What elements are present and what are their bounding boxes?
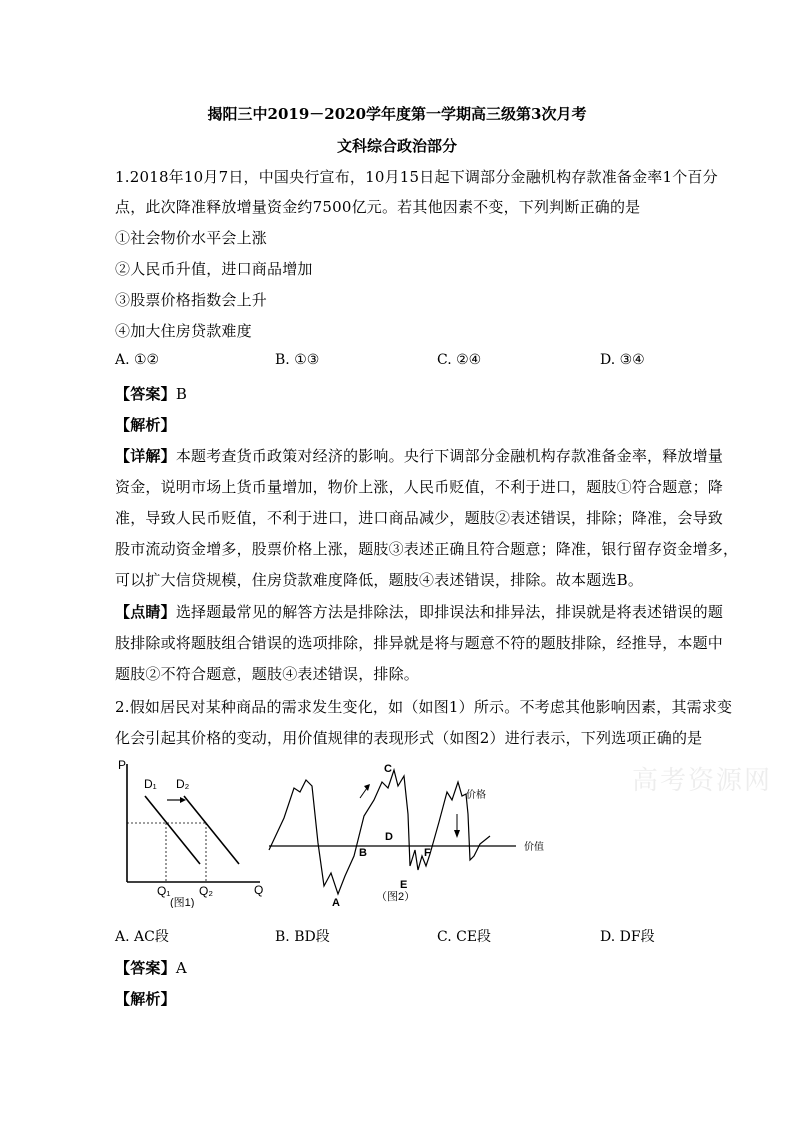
fig2-caption: （图2） [376,891,416,903]
q1-detail-text: 本题考查货币政策对经济的影响。央行下调部分金融机构存款准备金率，释放增量 [175,447,724,465]
fig1-d1-label: D₁ [144,777,157,791]
fig2-value-label: 价值 [524,842,544,853]
q2-option-c: C. CE段 [437,929,492,945]
fig2-point-f: F [424,847,431,859]
q1-option-b: B. ①③ [275,352,320,368]
q2-answer-tag: 【答案】 [115,959,176,977]
fig1-x-label: Q [254,883,264,897]
fig1-caption: (图1) [170,897,195,908]
q1-tip-line3: 题肢②不符合题意，题肢④表述错误，排除。 [115,665,420,683]
fig2-price-label: 价格 [466,790,486,801]
q2-answer-value: A [175,959,187,977]
q1-tip-line1 [115,601,724,622]
q1-detail-line3: 准，导致人民币贬值，不利于进口，进口商品减少，题肢②表述错误，排除；降准，会导致 [115,509,724,527]
section-subtitle: 文科综合政治部分 [336,137,457,155]
q1-option-d: D. ③④ [600,352,645,368]
q1-detail-tag: 【详解】 [115,447,176,465]
q1-option-a: A. ①② [115,352,160,368]
q1-tip-tag: 【点睛】 [115,603,176,621]
fig2-point-a: A [332,897,340,908]
q2-option-a: A. AC段 [115,929,169,945]
fig2-point-c: C [384,763,392,775]
fig1-d2-label: D₂ [176,777,190,791]
q1-tip-line2: 肢排除或将题肢组合错误的选项排除，排异就是将与题意不符的题肢排除，经推导，本题中 [115,634,724,652]
q1-detail-line1 [115,445,724,466]
q1-item-3: ③股票价格指数会上升 [115,291,268,309]
watermark: 高考资源网 [632,766,773,796]
q1-stem-line1: 1.2018年10月7日，中国央行宣布，10月15日起下调部分金融机构存款准备金率1个百分 [115,168,718,186]
fig1-q2-label: Q₂ [199,884,213,898]
exam-title: 揭阳三中2019－2020学年度第一学期高三级第3次月考 [207,105,587,123]
q2-stem-line1: 2.假如居民对某种商品的需求发生变化，如（如图1）所示。不考虑其他影响因素，其需求变 [115,698,733,716]
q1-answer-value: B [175,385,188,403]
q1-item-1: ①社会物价水平会上涨 [115,229,268,247]
fig2-up-arrow [360,788,367,798]
fig2-point-d: D [385,831,393,843]
fig2-down-arrowhead [454,830,460,838]
q2-answer [115,957,685,978]
fig1-y-label: P [118,758,127,772]
figure-1-demand-shift [112,756,272,908]
q2-option-d: D. DF段 [600,929,655,945]
q1-answer-tag: 【答案】 [115,385,176,403]
q2-analysis-tag: 【解析】 [115,990,176,1008]
q1-analysis-tag: 【解析】 [115,416,176,434]
q1-detail-line5: 可以扩大信贷规模，住房贷款难度降低，题肢④表述错误，排除。故本题选B。 [115,571,644,589]
q1-item-4: ④加大住房贷款难度 [115,322,252,340]
q1-answer [115,383,685,404]
fig2-up-arrowhead [364,784,370,791]
q1-item-2: ②人民币升值，进口商品增加 [115,260,313,278]
q1-option-c: C. ②④ [437,352,482,368]
q2-option-b: B. BD段 [275,929,330,945]
q1-detail-line4: 股市流动资金增多，股票价格上涨，题肢③表述正确且符合题意；降准，银行留存资金增多， [115,540,739,558]
q1-stem-line2: 点，此次降准释放增量资金约7500亿元。若其他因素不变，下列判断正确的是 [115,198,641,216]
fig1-q1-label: Q₁ [157,884,171,898]
figure-2-price-value [264,758,554,908]
q1-detail-line2: 资金，说明市场上货币量增加，物价上涨，人民币贬值，不利于进口，题肢①符合题意；降 [115,478,724,496]
q2-stem-line2: 化会引起其价格的变动，用价值规律的表现形式（如图2）进行表示，下列选项正确的是 [115,729,703,747]
fig2-point-b: B [359,847,367,859]
q1-tip-text: 选择题最常见的解答方法是排除法，即排误法和排异法，排误就是将表述错误的题 [175,603,724,621]
fig2-point-e: E [400,879,408,891]
